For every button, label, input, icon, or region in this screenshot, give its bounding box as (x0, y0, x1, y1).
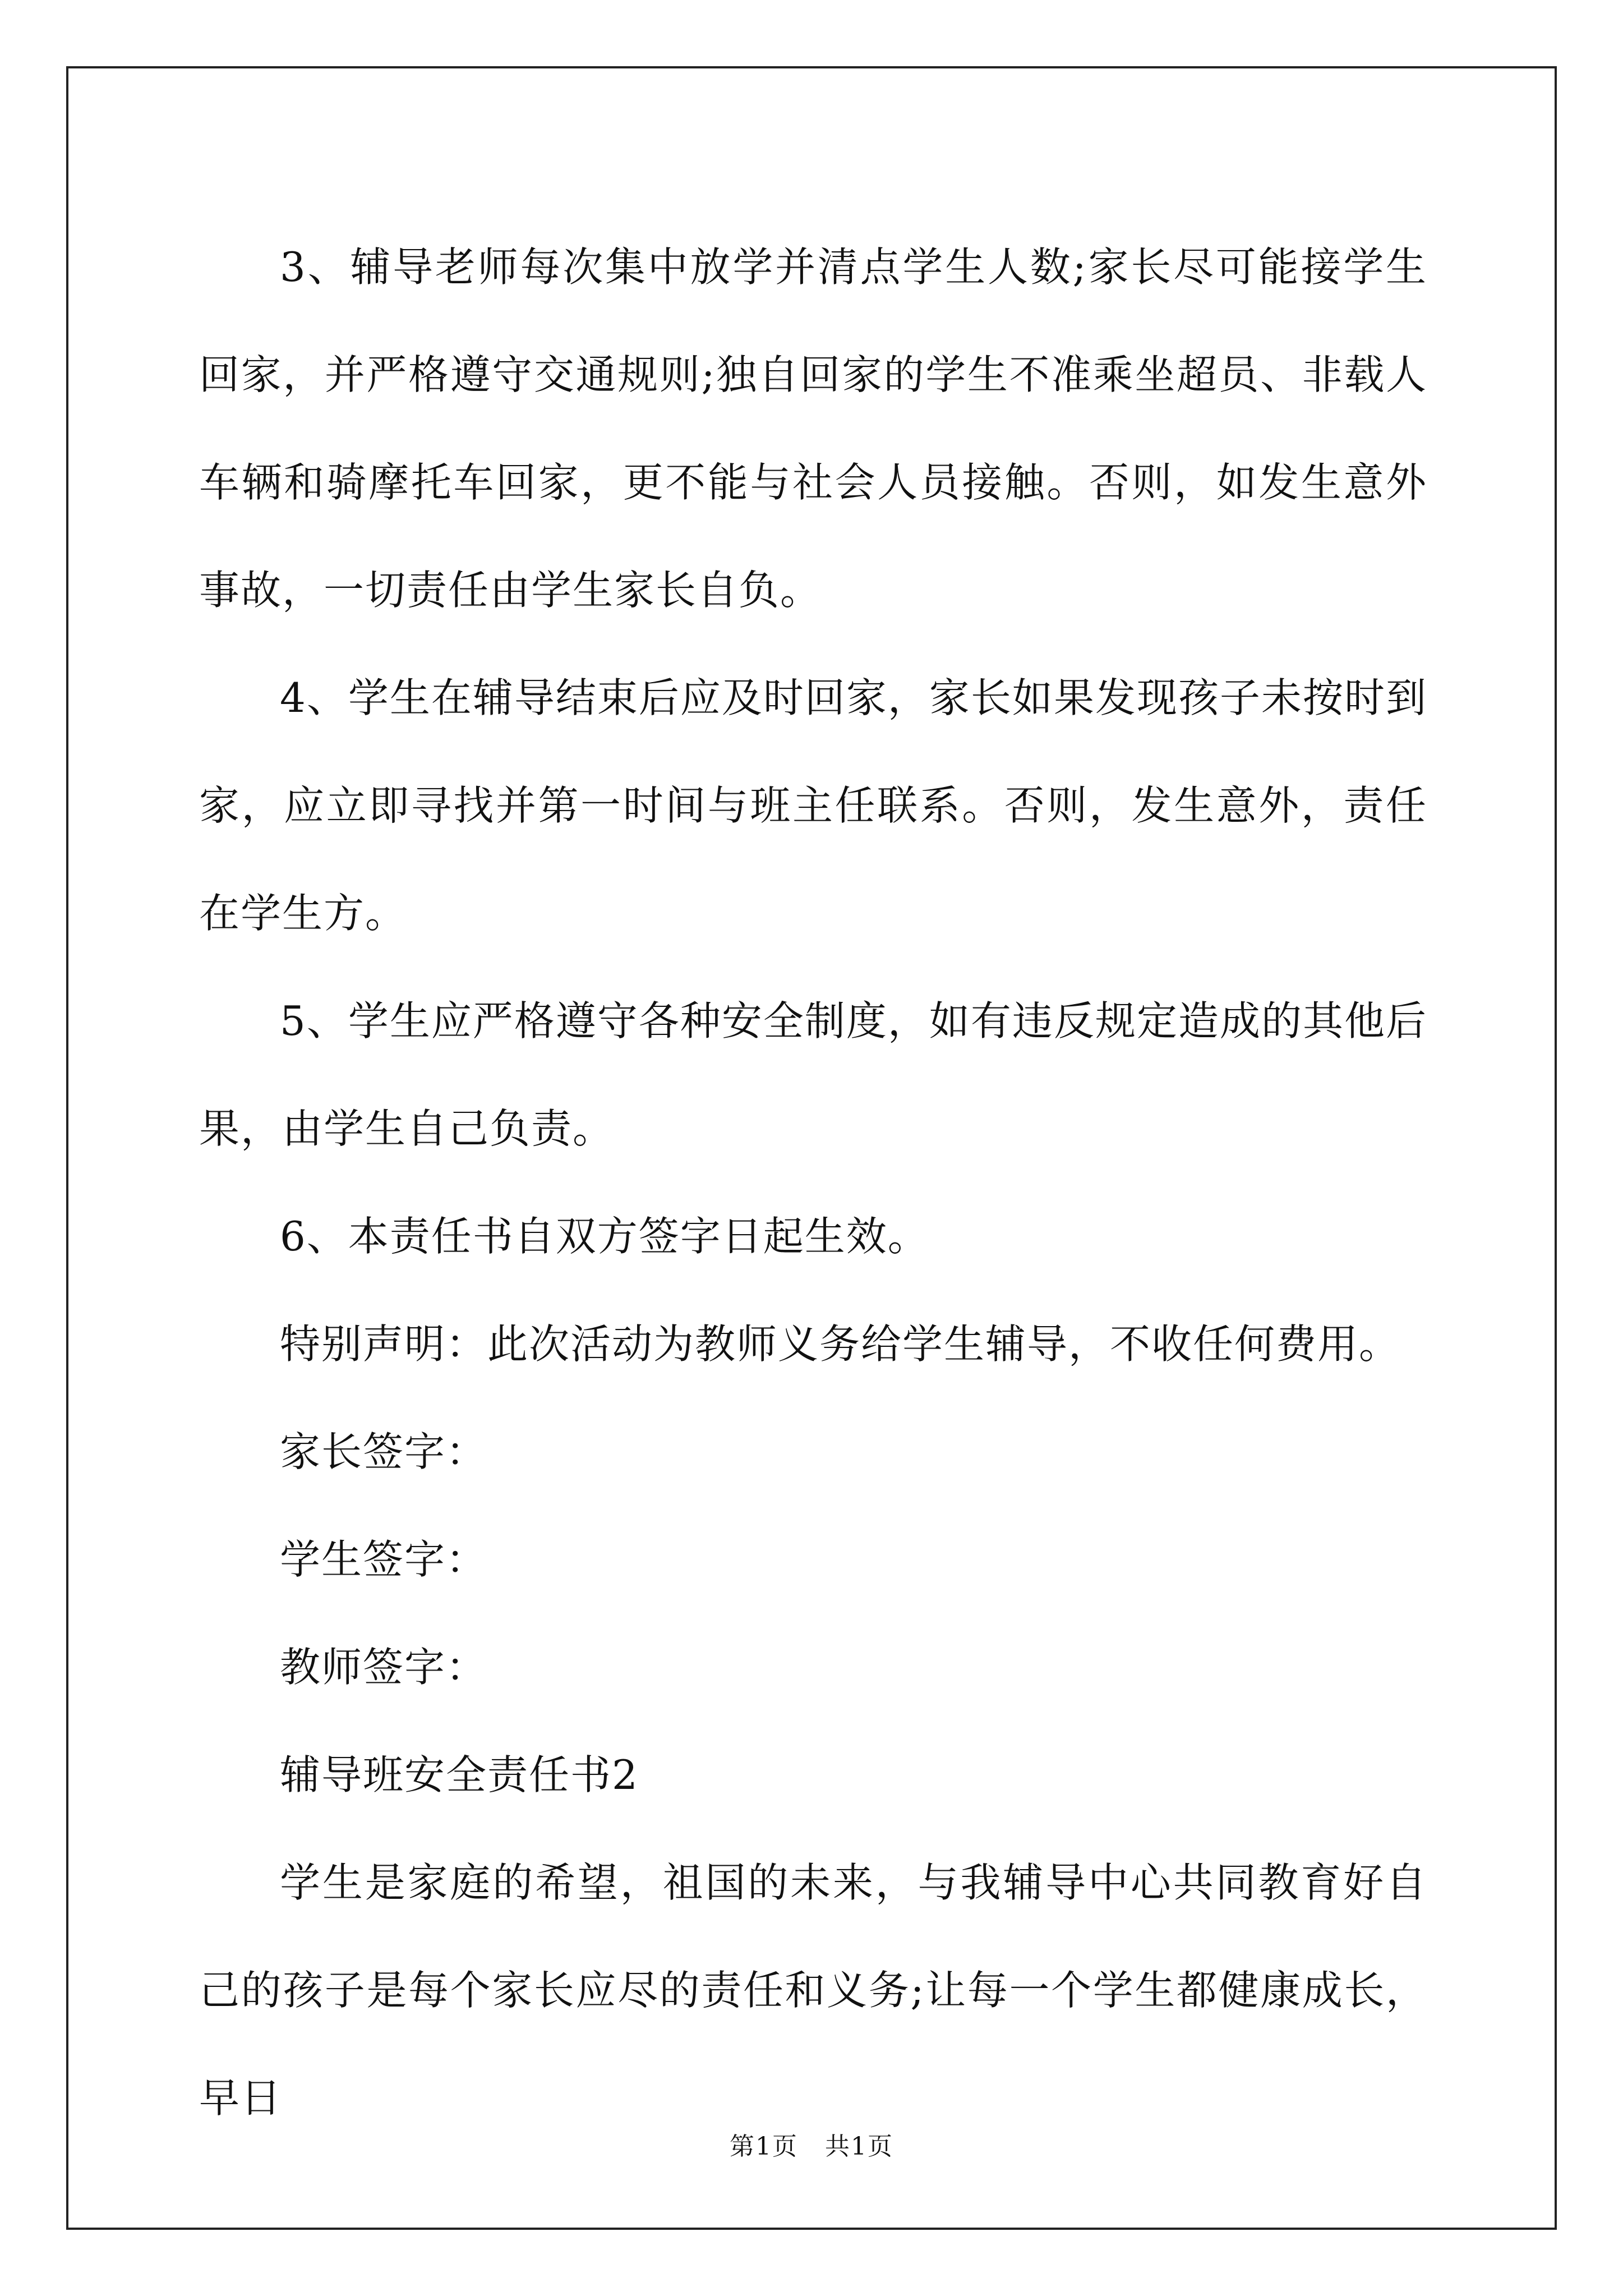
paragraph-clause-3: 3、辅导老师每次集中放学并清点学生人数;家长尽可能接学生回家，并严格遵守交通规则;独自回家的学生不准乘坐超员、非载人车辆和骑摩托车回家，更不能与社会人员接触。否则，如发生意外事故，一切责任由学生家长自负。 (199, 243, 1427, 614)
parent-signature-line: 家长签字： (280, 1428, 488, 1475)
paragraph-clause-6: 6、本责任书自双方签字日起生效。 (280, 1213, 929, 1260)
teacher-signature-line: 教师签字： (280, 1644, 488, 1691)
page-number: 第1页 (730, 2132, 799, 2161)
special-statement: 特别声明：此次活动为教师义务给学生辅导，不收任何费用。 (280, 1320, 1401, 1368)
paragraph-clause-4: 4、学生在辅导结束后应及时回家，家长如果发现孩子未按时到家，应立即寻找并第一时间与班主任联系。否则，发生意外，责任在学生方。 (199, 674, 1427, 937)
page-total: 共1页 (824, 2132, 893, 2161)
section-title: 辅导班安全责任书2 (280, 1751, 639, 1798)
paragraph-clause-5: 5、学生应严格遵守各种安全制度，如有违反规定造成的其他后果，由学生自己负责。 (199, 997, 1427, 1152)
document-body (199, 213, 1427, 2152)
paragraph-intro: 学生是家庭的希望，祖国的未来，与我辅导中心共同教育好自己的孩子是每个家长应尽的责任和义务;让每一个学生都健康成长，早日 (199, 1859, 1427, 2122)
student-signature-line: 学生签字： (280, 1536, 488, 1583)
page-footer (0, 2126, 1623, 2162)
